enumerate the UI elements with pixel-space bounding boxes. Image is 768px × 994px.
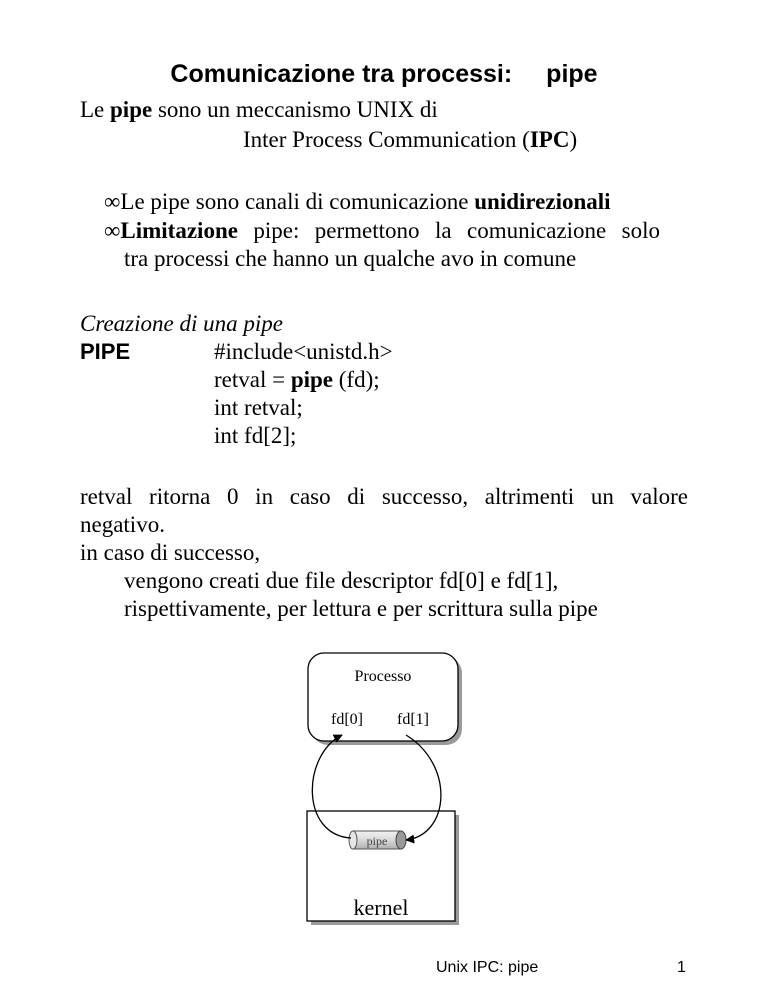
fd0-label: fd[0]	[331, 711, 363, 728]
kernel-label: kernel	[353, 895, 409, 920]
footer-label: Unix IPC: pipe	[436, 959, 539, 976]
intro-pipe-term: pipe	[110, 97, 153, 122]
bullet-symbol: ∞	[104, 218, 121, 243]
pipe-cylinder-right-end	[396, 831, 406, 849]
pipe-keyword: PIPE	[80, 339, 131, 364]
description-line-4: vengono creati due file descriptor fd[0] e fd[1],	[124, 568, 559, 593]
bullet-limitation-cont: tra processi che hanno un qualche avo in comune	[124, 246, 577, 271]
bullet-limitation: ∞Limitazione pipe: permettono la comunicazione solo	[104, 218, 660, 243]
code-include: #include<unistd.h>	[214, 339, 393, 364]
description-line-3: in caso di successo,	[80, 540, 261, 565]
creation-heading: Creazione di una pipe	[80, 311, 283, 336]
description-line-1: retval ritorna 0 in caso di successo, altrimenti un valore	[80, 484, 688, 509]
pipe-cylinder-left-end	[349, 831, 357, 849]
intro-ipc-term: IPC	[529, 127, 570, 152]
bullet-symbol: ∞	[104, 189, 121, 214]
fd1-label: fd[1]	[397, 711, 429, 728]
title-topic: pipe	[546, 60, 598, 88]
bullet-unidirectional: ∞Le pipe sono canali di comunicazione unidirezionali	[104, 189, 611, 214]
code-decl-fd: int fd[2];	[214, 423, 297, 448]
page-title	[0, 60, 768, 89]
code-decl-retval: int retval;	[214, 395, 303, 420]
title-main: Comunicazione tra processi:	[170, 60, 513, 88]
code-call: retval = pipe (fd);	[214, 367, 380, 392]
process-label: Processo	[354, 668, 412, 685]
description-line-5: rispettivamente, per lettura e per scrittura sulla pipe	[124, 596, 598, 621]
intro-line-1: Le pipe sono un meccanismo UNIX di	[80, 97, 438, 122]
intro-line-2: Inter Process Communication (IPC)	[243, 127, 578, 152]
page-number: 1	[677, 959, 686, 976]
pipe-label: pipe	[366, 834, 388, 848]
description-line-2: negativo.	[80, 512, 165, 537]
pipe-diagram	[290, 645, 475, 935]
